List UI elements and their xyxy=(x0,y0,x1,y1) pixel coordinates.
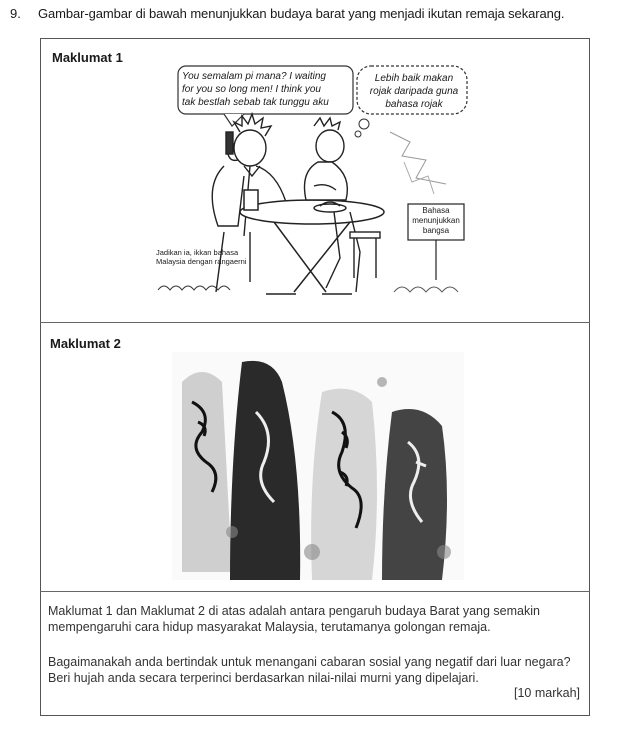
right-thought-bubble xyxy=(364,72,464,111)
info1-label: Maklumat 1 xyxy=(52,50,123,65)
bubble-left-line-2: for you so long men! I think you xyxy=(182,84,321,95)
question-text: Gambar-gambar di bawah menunjukkan budaya barat yang menjadi ikutan remaja sekarang. xyxy=(38,6,565,21)
bubble-left-line-1: You semalam pi mana? I waiting xyxy=(182,71,326,82)
question-paragraph: Bagaimanakah anda bertindak untuk menangani cabaran sosial yang negatif dari luar negara? Beri hujah anda secara terperinci berdasarkan nilai-nilai murni yang dipelajari. xyxy=(48,655,571,685)
divider-2 xyxy=(40,591,590,592)
question-number: 9. xyxy=(10,6,21,21)
sign-line-3: bangsa xyxy=(422,226,450,235)
footer-note xyxy=(156,248,256,266)
left-speech-bubble xyxy=(182,70,352,109)
info1-cartoon xyxy=(154,62,476,302)
footer-note-line-2: Malaysia dengan rangaerni xyxy=(156,257,247,266)
footer-note-line-1: Jadikan ia, ikkan bahasa xyxy=(156,248,239,257)
bubble-left-line-3: tak bestlah sebab tak tunggu aku xyxy=(182,97,329,108)
sign-line-1: Bahasa xyxy=(422,206,450,215)
info2-tattoo-photo xyxy=(172,352,464,580)
info2-label: Maklumat 2 xyxy=(50,336,121,351)
bubble-right-line-1: Lebih baik makan xyxy=(374,73,454,84)
sign-line-2: menunjukkan xyxy=(412,216,460,225)
marks-allocation: [10 markah] xyxy=(513,686,580,700)
context-paragraph: Maklumat 1 dan Maklumat 2 di atas adalah antara pengaruh budaya Barat yang semakin mempengaruhi cara hidup masyarakat Malaysia, terutamanya golongan remaja. xyxy=(48,604,540,634)
bubble-right-line-3: bahasa rojak xyxy=(385,99,443,110)
tattoo-image xyxy=(172,352,464,580)
bubble-right-line-2: rojak daripada guna xyxy=(369,86,459,97)
divider-1 xyxy=(40,322,590,323)
sign-board xyxy=(410,206,462,236)
